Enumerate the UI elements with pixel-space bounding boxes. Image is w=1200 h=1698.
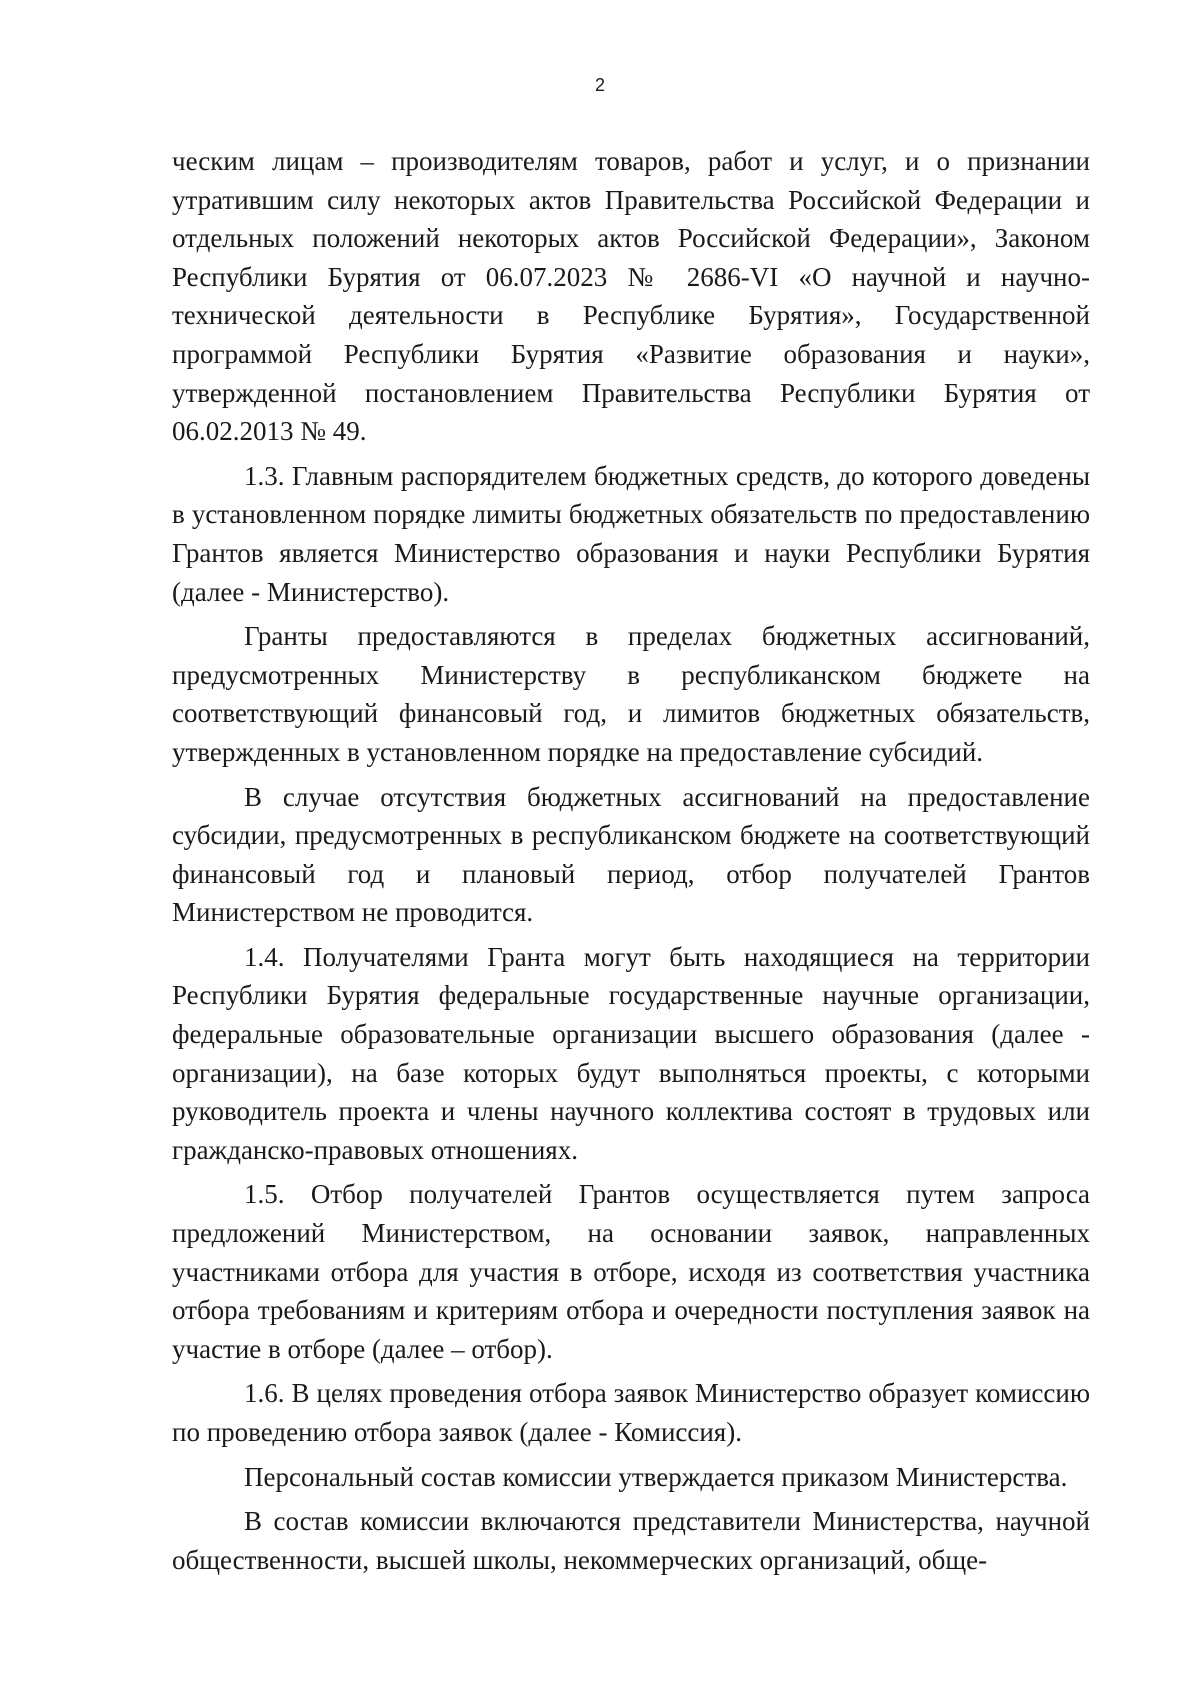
paragraph-legal-basis: ческим лицам – производителям товаров, работ и услуг, и о признании утратившим силу некоторых актов Правительства Российской Федерации и отдельных положений некоторых актов Российской Федерации», Законом Республики Бурятия от 06.07.2023 № 2686-VI «О научной и научно-технической деятельности в Республике Бурятия», Государственной программой Республики Бурятия «Развитие образования и науки», утвержденной постановлением Правительства Республики Бурятия от 06.02.2013 № 49.	[172, 146, 1090, 447]
paragraph-commission-composition-order: Персональный состав комиссии утверждается приказом Министерства.	[244, 1461, 1068, 1492]
paragraph-commission-members: В состав комиссии включаются представители Министерства, научной общественности, высшей школы, некоммерческих организаций, обще-	[172, 1506, 1090, 1575]
page-number: 2	[594, 75, 605, 95]
paragraph-1-5-selection-procedure: 1.5. Отбор получателей Грантов осуществляется путем запроса предложений Министерством, на основании заявок, направленных участниками отбора для участия в отборе, исходя из соответствия участника отбора требованиям и критериям отбора и очередности поступления заявок на участие в отборе (далее – отбор).	[172, 1179, 1090, 1364]
paragraph-1-4-grant-recipients: 1.4. Получателями Гранта могут быть находящиеся на территории Республики Бурятия федеральные государственные научные организации, федеральные образовательные организации высшего образования (далее - организации), на базе которых будут выполняться проекты, с которыми руководитель проекта и члены научного коллектива состоят в трудовых или гражданско-правовых отношениях.	[172, 941, 1090, 1165]
paragraph-1-3-main-administrator: 1.3. Главным распорядителем бюджетных средств, до которого доведены в установленном порядке лимиты бюджетных обязательств по предоставлению Грантов является Министерство образования и науки Республики Бурятия (далее - Министерство).	[172, 460, 1090, 607]
paragraph-no-budget-case: В случае отсутствия бюджетных ассигнований на предоставление субсидии, предусмотренных в республиканском бюджете на соответствующий финансовый год и плановый период, отбор получателей Грантов Министерством не проводится.	[172, 781, 1090, 928]
paragraph-1-6-commission: 1.6. В целях проведения отбора заявок Министерство образует комиссию по проведению отбора заявок (далее - Комиссия).	[172, 1378, 1090, 1447]
document-body	[172, 142, 1090, 1579]
paragraph-grants-budget-limits: Гранты предоставляются в пределах бюджетных ассигнований, предусмотренных Министерству в республиканском бюджете на соответствующий финансовый год, и лимитов бюджетных обязательств, утвержденных в установленном порядке на предоставление субсидий.	[172, 621, 1090, 767]
